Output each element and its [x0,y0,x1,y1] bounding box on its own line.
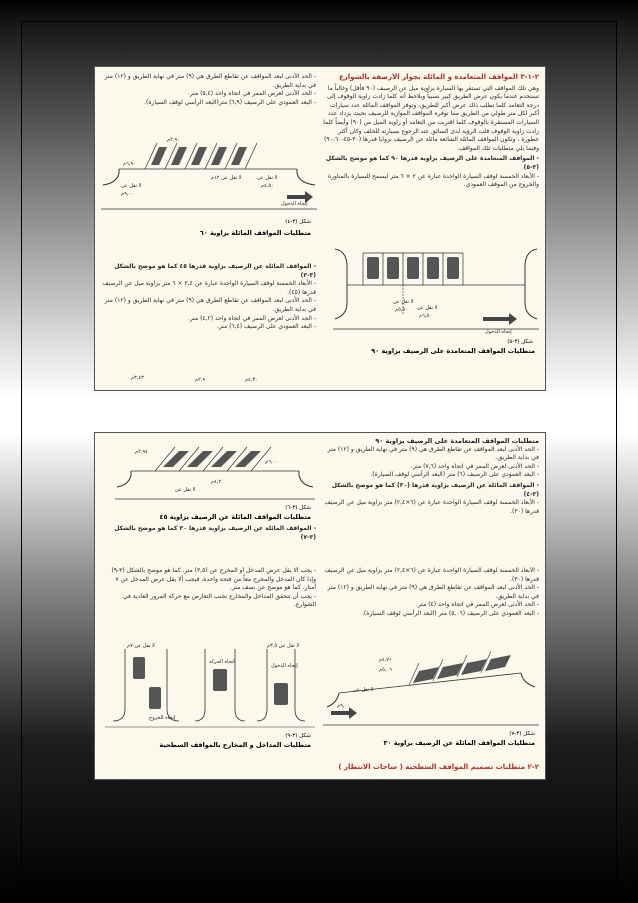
page2-mid-left-text [101,567,316,627]
entry-fig-label: شكل (٣-٩) [285,733,311,739]
page2-mid-item-3: - الحد الأدنى لعرض الممر في اتجاه واحد (٤) متر. [416,601,539,609]
fig30-dim-4: ٩,٠٠م [337,703,350,709]
page1-left-sub-item-2: - الحد الأدنى لبعد المواقف عن تقاطع الطرق هي (٩) متر في نهاية الطريق و (١٢) متر في بداية الطريق. [104,297,316,313]
fig60-dim-5: إتجاه الدخول [281,201,308,207]
fig30-label: شكل (٣-٧) [509,731,535,737]
page1-left-bottom-text [101,263,316,367]
page1-bottom-dims [115,371,315,387]
figure-90-degree-parking [333,245,539,357]
page2-bottom-heading: ٢-٢ متطلبات تصميم المواقف السطحية ( ساحات الانتظار ) [338,763,539,771]
entry-arrow-icon [483,313,517,325]
page1-left-sub-item-1: - الأبعاد الخمسة لوقف السيارة الواحدة عبارة عن ٢,٤ × ٦ متر بزاوية ميل عن الرصيف قدرها (٤٥). [102,280,316,296]
fig45-dim-1: ٢,٩٤م [135,449,148,455]
page2-top-item-3: - البعد العمودي على الرصيف (٦) متر (البعد الرأسي لوقف السيارة). [370,471,539,479]
page1-left-item-1: - الحد الأدنى لبعد المواقف عن تقاطع الطرق هي (٩) متر في نهاية الطريق و (١٢) متر في بداية الطريق. [104,73,316,89]
fig90-dim-4: ٦,٥٠م [419,313,432,319]
entry-fig-caption: متطلبات المداخل و المخارج بالمواقف السطحية [159,741,311,749]
page2-right-sub-text: - الأبعاد الخمسة لوقف السيارة الواحدة عبارة عن (٦×٢,٤) متر بزاوية ميل عن الرصيف قدرها (٣٠). [324,499,539,515]
scanned-page-2 [94,432,546,780]
fig60-dim-7: ٩,٠٠م [121,191,134,197]
page1-left-item-2: - الحد الأدنى لعرض الممر في اتجاه واحد (٥,٤) متر. [187,90,316,98]
figure-30-degree-parking [323,647,539,751]
fig90-dim-2: لا تقل عن [417,305,438,311]
fig30-caption: متطلبات المواقف المائلة عن الرصيف بزاوية ٣٠ [383,739,535,747]
entry-dim-5: إتجاه الخروج [149,715,176,721]
fig60-dim-2: ٦,٩٠م [123,161,136,167]
figure-45-degree-parking [115,439,315,523]
fig60-dim-4: ٤,٥٠م [261,183,274,189]
fig45-dim-2: ٤,٢م [211,479,222,485]
fig45-dim-3: ٦,٠٠م [265,459,278,465]
entry-dim-3: اتجاه الحركة [209,659,235,665]
page2-top-item-2: - الحد الأدنى لعرض الممر في اتجاه واحد (٧,٦) متر. [410,462,539,470]
fig90-caption: متطلبات المواقف المتعامدة على الرصيف بزاوية ٩٠ [371,347,535,355]
entry-dim-4: إتجاه الدخول [271,663,298,669]
page2-mid-item-4: - البعد العمودي على الرصيف (٥,٠٦) متر (البعد الرأسي لوقف السيارة). [362,609,539,617]
page1-left-top-text [101,73,316,143]
fig30-dim-2: ٥,٠٦م [379,667,392,673]
page1-right-body: وهي تلك المواقف التي تستقر بها السيارة بزاوية ميل عن الرصيف (٩٠ فأقل) وغالباً ما تستخدم عندما يكون عرض الطريق كبير نسبياً ويلاحظ أنه كلما زادت زاوية الوقوف إلى درجة التعامد كلما تطلب ذلك عرض أكبر للطريق، وتوفر المواقف المائلة عدد سيارات أكبر لكل متر طولي من الطريق مما توفره المواقف الموازية للرصيف بحيث يزداد عدد السيارات المستقرة بالوقوف كلما اقتربت من التعامد أو زاوية الميل من (٩٠) وأيضاً كلما زادت زاوية الوقوف قلت الرؤية لدى السائق عند الرجوع بسيارته للخلف وكان أكثر خطورة ، وتكون المواقف المائلة الشائعة مائلة عن الرصيف بزوايا قدرها (٣٠-٤٥-٦٠-٩٠) وفيما يلي متطلبات تلك المواقف. [323,84,539,152]
fig90-label: شكل (٣-٥) [507,339,533,345]
page2-mid-item-2: - الحد الأدنى لبعد المواقف عن تقاطع الطرق هي (٩) متر في نهاية الطريق و (١٢) متر في بداية الطريق. [327,584,539,600]
fig60-label: شكل (٣-٤) [285,219,311,225]
figure-60-degree-parking [101,139,317,247]
page2-top-item-1: - الحد الأدنى لبعد المواقف عن تقاطع الطرق هي (٩) متر في نهاية الطريق و (١٢) متر في بداية الطريق. [327,445,539,462]
page-separator: ............... [280,404,358,417]
fig45-caption: متطلبات المواقف المائلة عن الرصيف بزاوية ٤٥ [159,513,311,521]
page1-right-sub-text: - الأبعاد الخمسة لوقف السيارة الواحدة عبارة عن ٢ × ٦ متر ليسمح للسيارة بالمناورة والخروج من الموقف العمودي. [327,172,539,189]
page2-top-right-text [323,437,539,557]
fig90-dim-3: ٥,٥٠م [395,307,408,313]
bottom-dim-3: ٤,٣٠م [245,377,258,383]
fig30-dim-1: ٤,٧١م [379,657,392,663]
figure-entrances-exits [105,639,315,751]
page2-right-sub: - المواقف المائلة عن الرصيف بزاوية قدرها (٣٠) كما هو موضح بالشكل (٣-٤) [331,481,539,498]
fig60-dim-3: لا تقل عن [257,175,278,181]
fig45-label: شكل (٣-٦) [285,505,311,511]
bottom-dim-2: ٢,٩م [195,377,206,383]
page1-left-sub: - المواقف المائلة عن الرصيف بزاوية قدرها ٤٥ كما هو موضح بالشكل (٣-٣) [114,263,316,279]
page2-mid-item-1: - الأبعاد الخمسة لوقف السيارة الواحدة عبارة عن (٦×٢,٤) متر بزاوية ميل عن الرصيف قدرها (٣٠). [324,567,539,583]
scanned-page-1 [94,66,546,391]
page2-mid-left-item-2: - يجب أن تتحقق المداخل والمخارج تجنب التعارض مع حركة المرور العادية في الشوارع. [123,592,316,609]
entry-dim-1: لا تقل عن ٧م [127,643,155,649]
fig60-caption: متطلبات المواقف المائلة بزاوية ٦٠ [199,229,311,237]
fig90-dim-5: إتجاه الدخول [485,329,512,335]
fig60-dim-6: لا تقل عن ١٢م [211,175,242,181]
page2-left-sub-text: - المواقف المائلة عن الرصيف بزاوية قدرها ٣٠ كما هو موضح بالشكل (٣-٧) [114,525,316,541]
fig60-dim-1: ٢,٩٠م [167,137,180,143]
bottom-dim-1: ٣,٤٣م [131,375,144,381]
page1-right-sub: - المواقف المتعامدة على الرصيف بزاوية قدرها ٩٠ كما هو موضح بالشكل (٣-٥) [325,155,539,171]
page2-mid-left-item-1: - يجب ألا يقل عرض المدخل أو المخرج عن (٣,٥) متر. كما هو موضح بالشكل (٣-٩) وإذا كان المدخل والمخرج معاً من فتحة واحدة، فيجب ألا يقل عرض المدخل عن ٧ أمتار. كما هو موضح عن نصف متر. [111,567,316,592]
page1-left-sub-item-4: - البعد العمودي على الرصيف (٦,٤) متر. [216,323,316,331]
fig30-dim-3: لا تقل عن [353,687,374,693]
entry-dim-2: لا تقل عن ٣,٥م [267,643,300,649]
fig90-dim-1: لا تقل عن [393,299,414,305]
page1-heading: ٢-١-٣ المواقف المتعامدة و المائلة بجوار الأرصفة بالشوارع [338,73,539,81]
fig45-dim-4: لا تقل عن [175,487,196,493]
page2-mid-right-text [323,567,539,647]
page2-left-sub [101,525,316,557]
page1-left-sub-item-3: - الحد الأدنى لعرض الممر في اتجاه واحد (٤,٢) متر. [187,314,316,322]
page2-top-caption: متطلبات المواقف المتعامدة على الرصيف بزاوية ٩٠ [375,437,539,445]
page1-left-item-3: - البعد العمودي على الرصيف (٦,٩) متر(البعد الرأسي لوقف السيارة). [144,98,316,106]
fig60-dim-8: لا تقل عن [121,183,142,189]
